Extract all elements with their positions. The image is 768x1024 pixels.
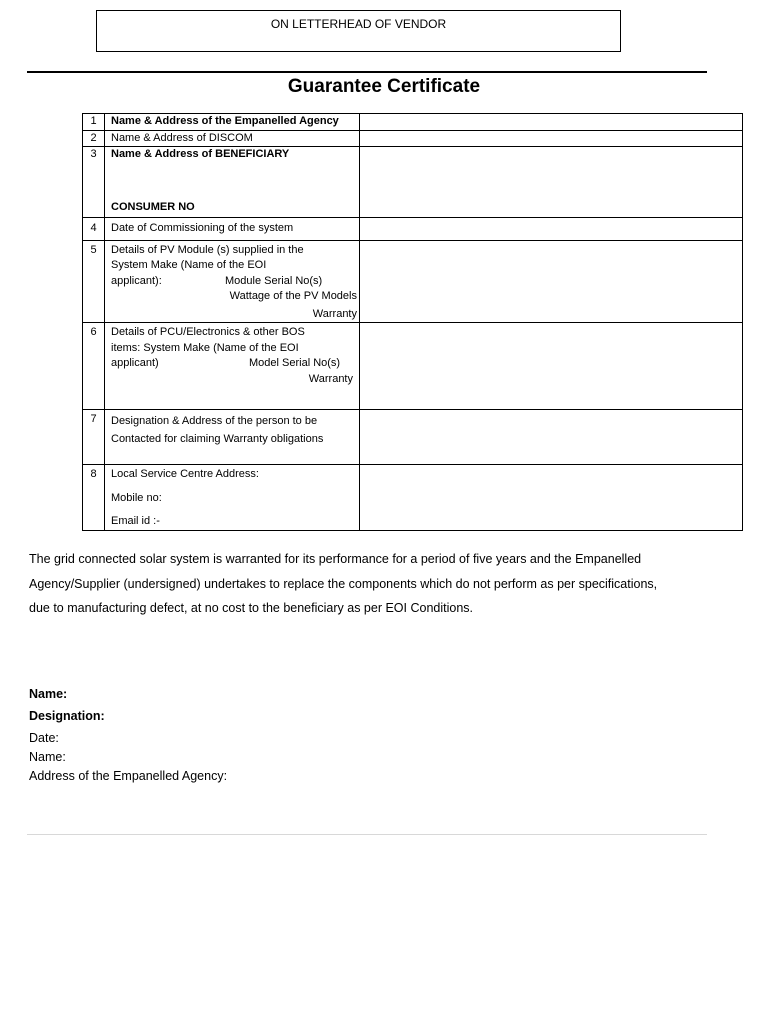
service-centre-label: Local Service Centre Address:: [111, 468, 259, 480]
pv-warranty-text: Warranty: [312, 307, 357, 320]
signature-block: [29, 687, 227, 788]
row-label: [105, 410, 360, 465]
row-number: 8: [83, 465, 105, 531]
row-label: Name & Address of DISCOM: [105, 130, 360, 147]
row-number: 6: [83, 323, 105, 410]
table-row: [83, 465, 743, 531]
top-divider: [27, 71, 707, 73]
row-value-cell[interactable]: [360, 465, 743, 531]
pcu-warranty-text: Warranty: [308, 372, 353, 385]
row-label: Name & Address of the Empanelled Agency: [105, 114, 360, 131]
letterhead-box: [96, 10, 621, 52]
bottom-divider: [27, 834, 707, 835]
row-label: [105, 147, 360, 218]
row-value-cell[interactable]: [360, 323, 743, 410]
contact-line: Designation & Address of the person to be: [111, 415, 318, 427]
row-value-cell[interactable]: [360, 218, 743, 241]
row-label: [105, 240, 360, 323]
paragraph-line: due to manufacturing defect, at no cost to the beneficiary as per EOI Conditions.: [29, 601, 474, 615]
row-label: Date of Commissioning of the system: [105, 218, 360, 241]
page-title: Guarantee Certificate: [287, 76, 481, 97]
table-row: [83, 410, 743, 465]
row-value-cell[interactable]: [360, 147, 743, 218]
row-value-cell[interactable]: [360, 130, 743, 147]
pv-wattage-text: Wattage of the PV Models: [229, 290, 357, 302]
sig-date: Date:: [29, 731, 59, 745]
table-row: [83, 114, 743, 131]
paragraph-line: Agency/Supplier (undersigned) undertakes to replace the components which do not perform as per specifications,: [29, 576, 658, 591]
certificate-table: [82, 113, 743, 531]
pv-module-line: System Make (Name of the EOI: [111, 259, 267, 271]
row-number: 1: [83, 114, 105, 131]
sig-name: Name:: [29, 750, 66, 764]
email-label: Email id :-: [111, 515, 160, 527]
warranty-paragraph: [29, 547, 709, 621]
table-row: [83, 147, 743, 218]
pcu-line: items: System Make (Name of the EOI: [111, 341, 299, 354]
row-number: 7: [83, 410, 105, 465]
row-value-cell[interactable]: [360, 410, 743, 465]
row-number: 5: [83, 240, 105, 323]
table-row: [83, 130, 743, 147]
row-value-cell[interactable]: [360, 114, 743, 131]
row-value-cell[interactable]: [360, 240, 743, 323]
sig-name-bold: Name:: [29, 687, 68, 701]
row-number: 3: [83, 147, 105, 218]
table-row: [83, 240, 743, 323]
consumer-no-label: CONSUMER NO: [111, 200, 195, 213]
pcu-line-applicant: [111, 356, 357, 372]
table-row: [83, 323, 743, 410]
letterhead-text: ON LETTERHEAD OF VENDOR: [270, 17, 447, 31]
pcu-line: Details of PCU/Electronics & other BOS: [111, 326, 305, 338]
table-row: [83, 218, 743, 241]
row-label: [105, 465, 360, 531]
row-number: 4: [83, 218, 105, 241]
pv-applicant-text: applicant):: [111, 274, 162, 287]
row-label: [105, 323, 360, 410]
sig-designation: Designation:: [29, 709, 105, 723]
pv-module-line-applicant: [111, 274, 357, 290]
mobile-label: Mobile no:: [111, 491, 162, 504]
contact-line: Contacted for claiming Warranty obligations: [111, 433, 324, 445]
pv-module-line: Details of PV Module (s) supplied in the: [111, 243, 304, 256]
paragraph-line: The grid connected solar system is warranted for its performance for a period of five years and the Empanelled: [29, 552, 642, 566]
sig-address: Address of the Empanelled Agency:: [29, 769, 228, 783]
pcu-applicant-text: applicant): [111, 357, 159, 369]
beneficiary-label: Name & Address of BENEFICIARY: [111, 148, 290, 160]
pcu-serial-text: Model Serial No(s): [249, 357, 341, 369]
pv-serial-text: Module Serial No(s): [225, 274, 323, 287]
row-number: 2: [83, 130, 105, 147]
